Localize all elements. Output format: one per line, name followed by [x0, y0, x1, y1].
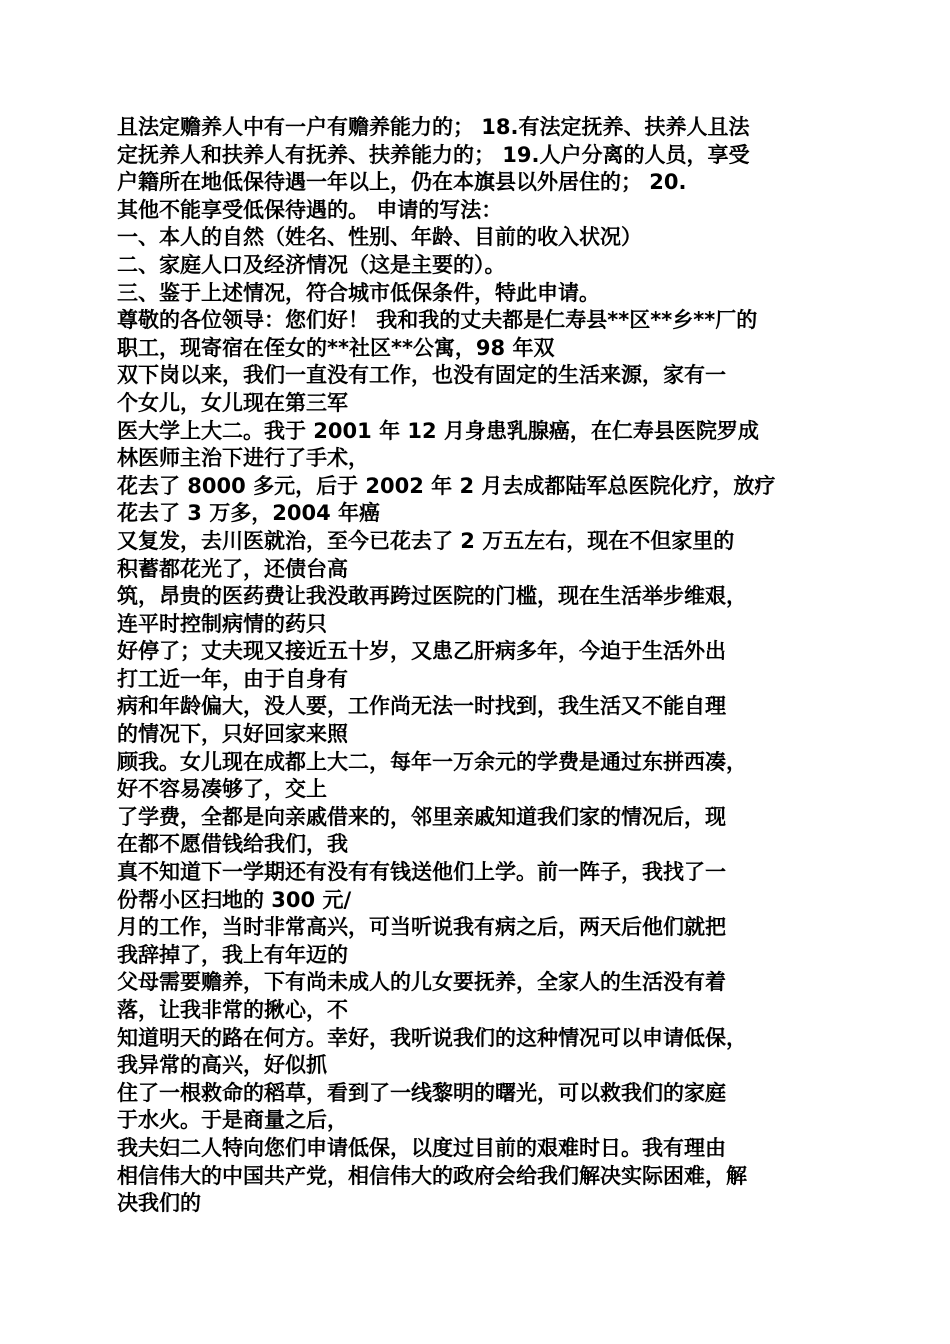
- text-line: 我异常的高兴，好似抓: [117, 1053, 327, 1078]
- text-line: 花去了 3 万多，2004 年癌: [117, 501, 380, 526]
- text-line: 决我们的: [117, 1191, 201, 1216]
- text-line: 林医师主治下进行了手术，: [117, 446, 369, 471]
- text-line: 病和年龄偏大，没人要，工作尚无法一时找到，我生活又不能自理: [117, 694, 726, 719]
- text-line: 又复发，去川医就治，至今已花去了 2 万五左右，现在不但家里的: [117, 528, 735, 553]
- text-line: 筑，昂贵的医药费让我没敢再跨过医院的门槛，现在生活举步维艰，: [117, 584, 747, 609]
- text-line: 花去了 8000 多元，后于 2002 年 2 月去成都陆军总医院化疗，放疗: [117, 473, 776, 498]
- text-line: 且法定赡养人中有一户有赡养能力的； 18.有法定抚养、扶养人且法: [117, 115, 750, 139]
- text-line: 相信伟大的中国共产党，相信伟大的政府会给我们解决实际困难，解: [117, 1163, 747, 1188]
- text-line: 好停了；丈夫现又接近五十岁，又患乙肝病多年，今迫于生活外出: [117, 639, 726, 664]
- text-line: 其他不能享受低保待遇的。 申请的写法：: [117, 197, 503, 222]
- text-line: 个女儿，女儿现在第三军: [117, 390, 348, 415]
- text-line: 真不知道下一学期还有没有有钱送他们上学。前一阵子，我找了一: [117, 860, 726, 885]
- text-line: 了学费，全都是向亲戚借来的，邻里亲戚知道我们家的情况后，现: [117, 804, 726, 829]
- text-line: 在都不愿借钱给我们，我: [117, 832, 348, 857]
- text-line: 户籍所在地低保待遇一年以上，仍在本旗县以外居住的； 20.: [117, 170, 687, 195]
- text-line: 三、鉴于上述情况，符合城市低保条件，特此申请。: [117, 280, 600, 305]
- text-line: 落，让我非常的揪心，不: [117, 998, 348, 1022]
- text-line: 积蓄都花光了，还债台高: [117, 556, 348, 581]
- text-line: 尊敬的各位领导：您们好！ 我和我的丈夫都是仁寿县**区**乡**厂的: [117, 308, 758, 333]
- text-line: 月的工作，当时非常高兴，可当听说我有病之后，两天后他们就把: [117, 915, 726, 940]
- text-line: 于水火。于是商量之后，: [117, 1108, 348, 1133]
- text-line: 连平时控制病情的药只: [117, 611, 327, 636]
- text-line: 的情况下，只好回家来照: [117, 722, 348, 747]
- text-line: 住了一根救命的稻草，看到了一线黎明的曙光，可以救我们的家庭: [117, 1080, 726, 1105]
- document-body: [117, 114, 842, 1218]
- text-line: 我辞掉了，我上有年迈的: [117, 942, 348, 967]
- text-line: 双下岗以来，我们一直没有工作，也没有固定的生活来源，家有一: [117, 363, 726, 388]
- text-line: 父母需要赡养，下有尚未成人的儿女要抚养，全家人的生活没有着: [117, 970, 726, 995]
- text-line: 定抚养人和扶养人有抚养、扶养能力的； 19.人户分离的人员，享受: [117, 142, 750, 167]
- text-line: 份帮小区扫地的 300 元/: [117, 887, 352, 912]
- text-line: 二、家庭人口及经济情况（这是主要的）。: [117, 252, 506, 277]
- text-line: 打工近一年，由于自身有: [117, 666, 348, 691]
- text-line: 知道明天的路在何方。幸好，我听说我们的这种情况可以申请低保，: [117, 1025, 747, 1050]
- text-line: 好不容易凑够了，交上: [117, 777, 327, 802]
- text-line: 医大学上大二。我于 2001 年 12 月身患乳腺癌，在仁寿县医院罗成: [117, 418, 759, 443]
- text-line: 一、本人的自然（姓名、性别、年龄、目前的收入状况）: [117, 225, 642, 250]
- text-line: 职工，现寄宿在侄女的**社区**公寓，98 年双: [117, 335, 555, 360]
- text-line: 顾我。女儿现在成都上大二，每年一万余元的学费是通过东拼西凑，: [117, 749, 747, 774]
- text-line: 我夫妇二人特向您们申请低保，以度过目前的艰难时日。我有理由: [117, 1135, 726, 1160]
